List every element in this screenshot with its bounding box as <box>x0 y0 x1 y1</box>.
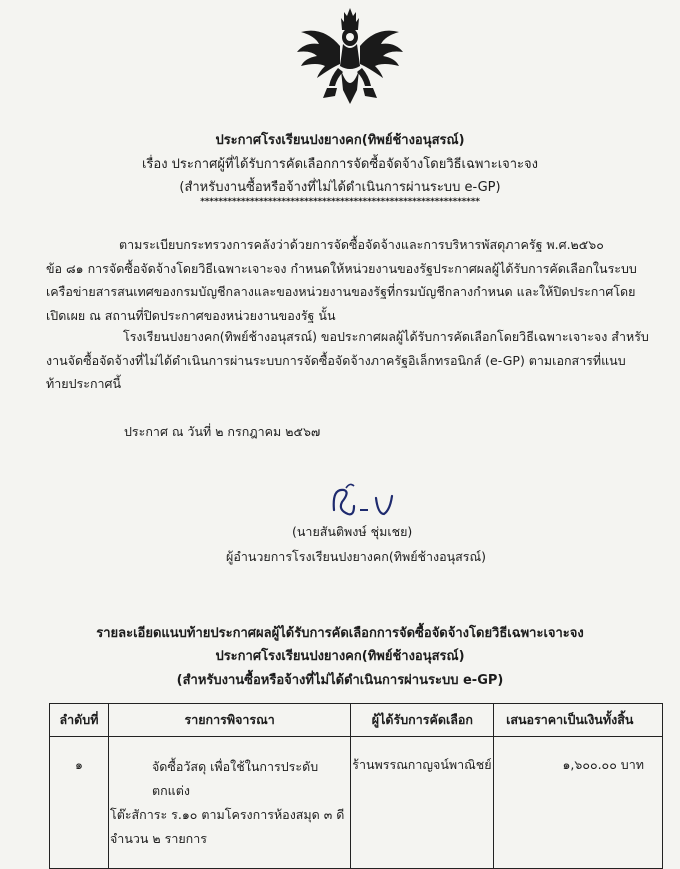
row-amount: ๑,๖๐๐.๐๐ บาท <box>494 737 663 869</box>
column-header-number: ลำดับที่ <box>50 704 109 737</box>
paragraph-line: ท้ายประกาศนี้ <box>46 376 122 391</box>
table-header-row <box>50 704 663 737</box>
results-table <box>49 703 663 869</box>
announcement-subject: เรื่อง ประกาศผู้ที่ได้รับการคัดเลือกการจัดซื้อจัดจ้างโดยวิธีเฉพาะเจาะจง <box>141 157 539 172</box>
detail-title: รายละเอียดแนบท้ายประกาศผลผู้ได้รับการคัดเลือกการจัดซื้อจัดจ้างโดยวิธีเฉพาะเจาะจง <box>96 626 584 641</box>
detail-subtitle: ประกาศโรงเรียนปงยางคก(ทิพย์ช้างอนุสรณ์) <box>215 649 465 664</box>
column-header-amount: เสนอราคาเป็นเงินทั้งสิ้น <box>494 704 663 737</box>
paragraph-line: ข้อ ๘๑ การจัดซื้อจัดจ้างโดยวิธีเฉพาะเจาะจง กำหนดให้หน่วยงานของรัฐประกาศผลผู้ได้รับการคัดเลือกในระบบ <box>46 260 637 276</box>
paragraph-line: เครือข่ายสารสนเทศของกรมบัญชีกลางและของหน่วยงานของรัฐที่กรมบัญชีกลางกำหนด และให้ปิดประกาศโดย <box>46 284 636 299</box>
paragraph-line: เปิดเผย ณ สถานที่ปิดประกาศของหน่วยงานของรัฐ นั้น <box>46 307 336 323</box>
row-number: ๑ <box>50 737 109 869</box>
announcement-date: ประกาศ ณ วันที่ ๒ กรกฎาคม ๒๕๖๗ <box>124 424 321 439</box>
row-vendor: ร้านพรรณกาญจน์พาณิชย์ <box>351 737 494 869</box>
detail-note: (สำหรับงานซื้อหรือจ้างที่ไม่ได้ดำเนินการผ่านระบบ e-GP) <box>176 673 504 688</box>
column-header-item: รายการพิจารณา <box>108 704 350 737</box>
paragraph-line: งานจัดซื้อจัดจ้างที่ไม่ได้ดำเนินการผ่านระบบการจัดซื้อจัดจ้างภาครัฐอิเล็กทรอนิกส์ (e-GP) ตามเอกสารที่แนบ <box>46 352 626 368</box>
paragraph-line: ตามระเบียบกระทรวงการคลังว่าด้วยการจัดซื้อจัดจ้างและการบริหารพัสดุภาครัฐ พ.ศ.๒๕๖๐ <box>119 237 604 252</box>
item-line: โต๊ะสัการะ ร.๑๐ ตามโครงการห้องสมุด ๓ ดี <box>109 807 345 822</box>
announcement-note: (สำหรับงานซื้อหรือจ้างที่ไม่ได้ดำเนินการผ่านระบบ e-GP) <box>179 180 501 195</box>
item-line: จัดซื้อวัสดุ เพื่อใช้ในการประดับตกแต่ง <box>151 759 319 798</box>
row-item <box>108 737 350 869</box>
signer-position: ผู้อำนวยการโรงเรียนปงยางคก(ทิพย์ช้างอนุสรณ์) <box>226 549 486 564</box>
paragraph-line: โรงเรียนปงยางคก(ทิพย์ช้างอนุสรณ์) ขอประกาศผลผู้ได้รับการคัดเลือกโดยวิธีเฉพาะเจาะจง สำหรับ <box>123 329 649 344</box>
column-header-vendor: ผู้ได้รับการคัดเลือก <box>351 704 494 737</box>
table-row <box>50 737 663 869</box>
announcement-title: ประกาศโรงเรียนปงยางคก(ทิพย์ช้างอนุสรณ์) <box>215 133 465 148</box>
handwritten-signature <box>320 480 410 524</box>
separator-line: ************************************************************** <box>200 197 480 207</box>
garuda-emblem-icon <box>293 6 407 112</box>
item-line: จำนวน ๒ รายการ <box>109 831 207 846</box>
body-paragraph-2 <box>46 325 649 396</box>
body-paragraph-1 <box>46 233 637 327</box>
signer-name: (นายสันติพงษ์ ชุ่มเชย) <box>292 524 413 539</box>
